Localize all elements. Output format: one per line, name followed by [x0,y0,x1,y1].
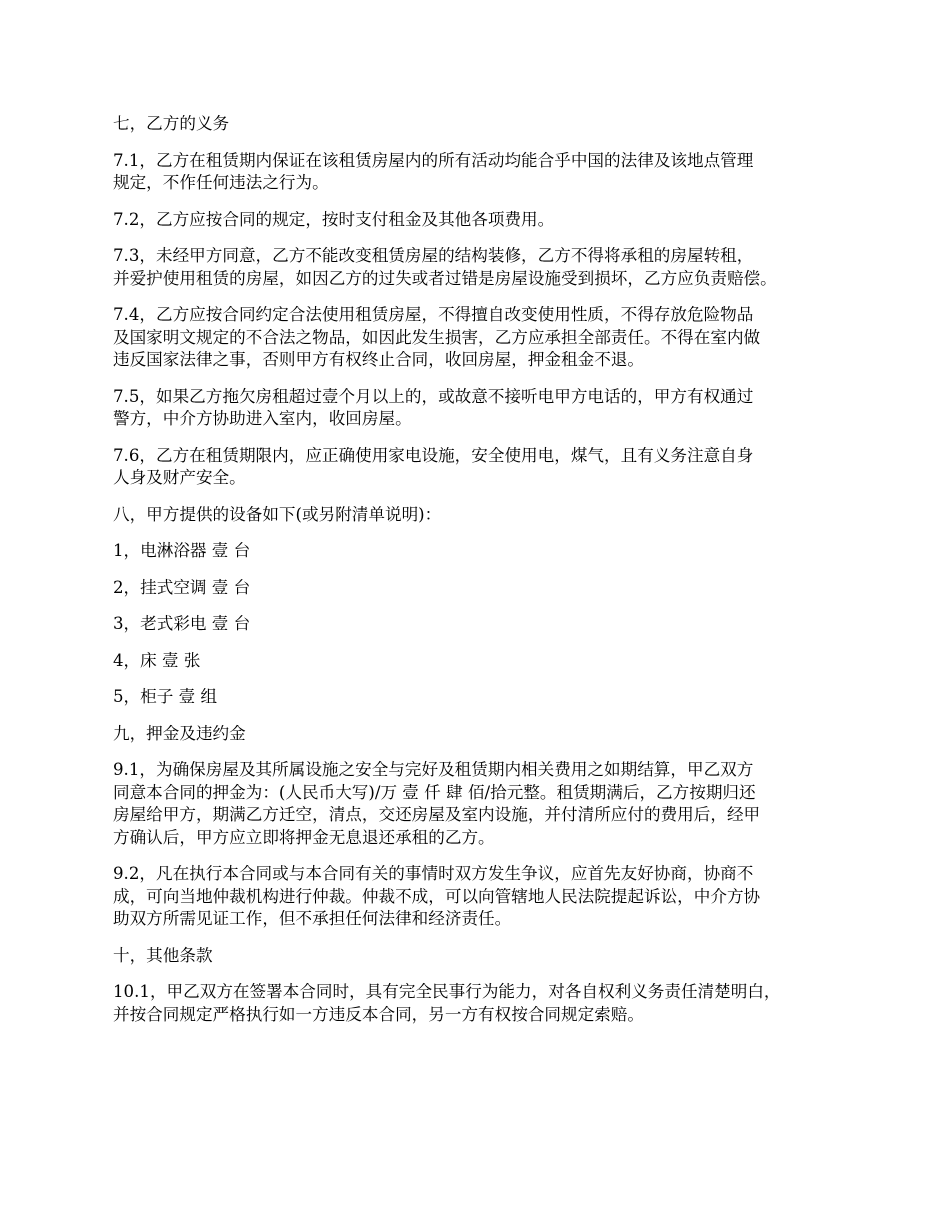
text-line: 警方，中介方协助进入室内，收回房屋。 [113,409,412,428]
text-line: 房屋给甲方，期满乙方迁空，清点，交还房屋及室内设施，并付清所应付的费用后，经甲 [113,805,761,824]
text-line: 9.1，为确保房屋及其所属设施之安全与完好及租赁期内相关费用之如期结算，甲乙双方 [113,760,754,779]
clause-9-2 [113,863,853,931]
text-line: 并爱护使用租赁的房屋，如因乙方的过失或者过错是房屋设施受到损坏，乙方应负责赔偿。 [113,268,777,288]
text-line: 并按合同规定严格执行如一方违反本合同，另一方有权按合同规定索赔。 [113,1004,644,1024]
clause-7-1 [113,150,853,195]
section-heading-10 [113,945,853,968]
text-line: 3，老式彩电 壹 台 [113,614,251,633]
clause-7-2 [113,209,853,232]
text-line: 同意本合同的押金为：(人民币大写)/万 壹 仟 肆 佰/拾元整。租赁期满后，乙方按期归还 [113,782,756,802]
contract-body [113,113,853,1040]
text-line: 7.3，未经甲方同意，乙方不能改变租赁房屋的结构装修，乙方不得将承租的房屋转租， [113,246,754,265]
text-line: 7.4，乙方应按合同约定合法使用租赁房屋，不得擅自改变使用性质，不得存放危险物品 [113,305,754,324]
text-line: 及国家明文规定的不合法之物品，如因此发生损害，乙方应承担全部责任。不得在室内做 [113,327,761,347]
equipment-item-3 [113,613,853,636]
text-line: 人身及财产安全。 [113,468,246,487]
equipment-item-4 [113,650,853,673]
text-line: 助双方所需见证工作，但不承担任何法律和经济责任。 [113,909,512,928]
text-line: 7.2，乙方应按合同的规定，按时支付租金及其他各项费用。 [113,209,555,229]
equipment-item-1 [113,540,853,563]
clause-10-1 [113,981,853,1026]
text-line: 方确认后，甲方应立即将押金无息退还承租的乙方。 [113,827,495,847]
section-heading-9 [113,723,853,746]
text-line: 九，押金及违约金 [113,723,246,743]
text-line: 规定，不作任何违法之行为。 [113,173,329,192]
text-line: 成，可向当地仲裁机构进行仲裁。仲裁不成，可以向管辖地人民法院提起诉讼，中介方协 [113,886,761,906]
text-line: 八，甲方提供的设备如下(或另附清单说明)： [113,504,442,524]
text-line: 违反国家法律之事，否则甲方有权终止合同，收回房屋，押金租金不退。 [113,350,644,369]
text-line: 7.6，乙方在租赁期限内，应正确使用家电设施，安全使用电，煤气，且有义务注意自身 [113,445,754,465]
equipment-item-2 [113,577,853,600]
text-line: 7.5，如果乙方拖欠房租超过壹个月以上的，或故意不接听电甲方电话的，甲方有权通过 [113,386,754,406]
text-line: 9.2，凡在执行本合同或与本合同有关的事情时双方发生争议，应首先友好协商，协商不 [113,864,754,883]
text-line: 5，柜子 壹 组 [113,687,218,706]
clause-7-3 [113,245,853,290]
text-line: 7.1，乙方在租赁期内保证在该租赁房屋内的所有活动均能合乎中国的法律及该地点管理 [113,150,754,170]
text-line: 2，挂式空调 壹 台 [113,577,251,597]
equipment-item-5 [113,686,853,709]
clause-9-1 [113,759,853,849]
clause-7-4 [113,304,853,372]
section-heading-7 [113,113,853,136]
text-line: 4，床 壹 张 [113,650,201,670]
section-heading-8 [113,504,853,527]
text-line: 十，其他条款 [113,945,213,965]
text-line: 七，乙方的义务 [113,114,230,133]
text-line: 1，电淋浴器 壹 台 [113,541,251,560]
text-line: 10.1，甲乙双方在签署本合同时，具有完全民事行为能力，对各自权利义务责任清楚明白， [113,982,781,1001]
clause-7-5 [113,386,853,431]
clause-7-6 [113,445,853,490]
